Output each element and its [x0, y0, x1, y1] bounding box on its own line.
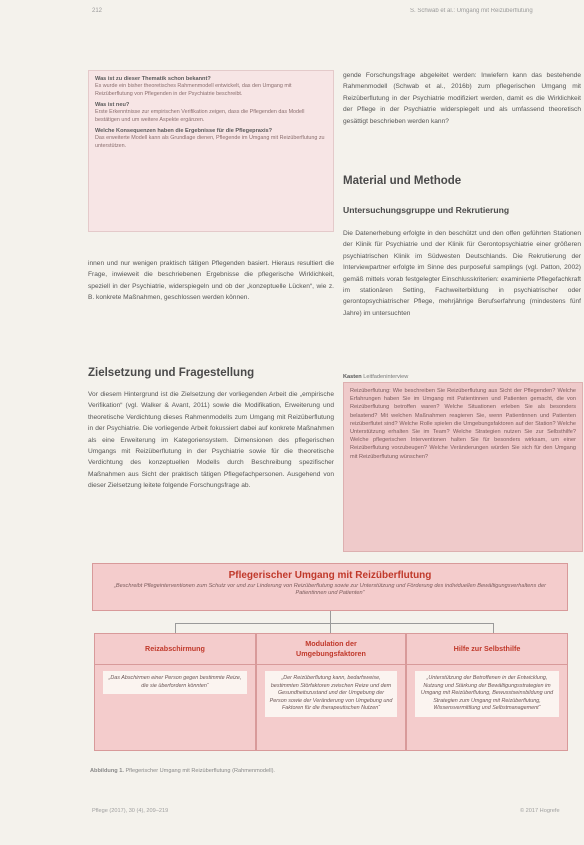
subheading-rekrutierung: Untersuchungsgruppe und Rekrutierung — [343, 205, 510, 215]
figure-box-selbsthilfe — [406, 633, 568, 751]
connector-right — [493, 623, 494, 633]
figure-main-box — [92, 563, 568, 611]
answer-1: Es wurde ein bisher theoretisches Rahmenmodell entwickelt, das den Umgang mit Reizüberflutung von Pflegenden in der Psychiatrie beschreibt. — [95, 83, 292, 97]
box-label — [343, 372, 583, 382]
connector-middle — [330, 623, 331, 633]
box-description: „Unterstützung der Betroffenen in der Entwicklung, Nutzung und Stärkung der Bewältigungsstrategien im Umgang mit Reizüberflutung, Bewusstseinsbildung und Strategien zum Umgang mit Reizüberflutung, Wissensvermittlung und Selbstmanagement“ — [415, 671, 559, 717]
box-description: „Das Abschirmen einer Person gegen bestimmte Reize, die sie überfordern könnten“ — [103, 671, 247, 694]
question-1: Was ist zu dieser Thematik schon bekannt? — [95, 76, 211, 82]
right-column-paragraph-2: Die Datenerhebung erfolgte in den beschützt und den offen geführten Stationen der Klinik für Psychiatrie und der Klinik für Gerontopsychiatrie einer größeren psychiatrischen Klinik im Südwesten Deutschlands. Die Rekrutierung der Interviewpartner erfolgte im Sinne des purposeful samplings (vgl. Patton, 2002) gemäß mittels vorab festgelegter Einschlusskriterien: examinierte Pflegefachkraft im stationären Setting, Fachweiterbildung in psychiatrischer oder gerontopsychiatrischer Pflege, mehrjährige Berufserfahrung (mindestens fünf Jahre) im untersuchten — [343, 230, 581, 317]
heading-material-methode: Material und Methode — [343, 175, 462, 187]
figure-framework — [80, 563, 584, 763]
question-2: Was ist neu? — [95, 102, 130, 109]
caption-text: Pflegerischer Umgang mit Reizüberflutung (Rahmenmodell). — [125, 768, 275, 774]
figure-main-description: „Beschreibt Pflegeinterventionen zum Schutz vor und zur Linderung von Reizüberflutung sowie zur Unterstützung und Förderung des individuellen Bewältigungsverhaltens der Patientinnen und Patienten“ — [114, 583, 546, 597]
answer-2: Erste Erkenntnisse zur empirischen Verifikation zeigen, dass die Pflegenden das Modell bestätigen und um weitere Aspekte ergänzen. — [95, 109, 305, 123]
key-points-box — [88, 70, 334, 232]
figure-box-modulation — [256, 633, 406, 751]
running-head: S. Schwab et al.: Umgang mit Reizüberflutung — [410, 8, 533, 14]
right-column-paragraph-1: gende Forschungsfrage abgeleitet werden: Inwiefern kann das bestehende Rahmenmodell (Schwab et al., 2016b) zum pflegerischen Umgang mit Reizüberflutung in der Psychiatrie modifiziert werden, damit es die Wirklichkeit der Pflege in der Psychiatrie widerspiegelt und als umfassend theoretisch gesättigt beschrieben werden kann? — [343, 72, 581, 125]
figure-main-title: Pflegerischer Umgang mit Reizüberflutung — [228, 570, 432, 581]
box-title: Hilfe zur Selbsthilfe — [407, 634, 567, 665]
answer-3: Das erweiterte Modell kann als Grundlage dienen, Pflegende im Umgang mit Reizüberflutung zu unterstützen. — [95, 135, 325, 149]
left-column-paragraph-1: innen und nur wenigen praktisch tätigen Pflegenden basiert. Hieraus resultiert die Frage, inwieweit die beschriebenen Ergebnisse die pflegerische Wirklichkeit, speziell in der Psychiatrie, widerspiegeln und ob der „konzeptuelle Lücken“, wie z. B. konkrete Maßnahmen, geschlossen werden können. — [88, 260, 334, 302]
figure-caption — [90, 768, 275, 774]
box-title: Modulation der Umgebungsfaktoren — [257, 634, 405, 665]
page-header — [0, 4, 584, 20]
footer-left: Pflege (2017), 30 (4), 209–219 — [92, 808, 169, 814]
figure-box-reizabschirmung — [94, 633, 256, 751]
left-column-paragraph-2: Vor diesem Hintergrund ist die Zielsetzung der vorliegenden Arbeit die „empirische Verifikation“ (vgl. Walker & Avant, 2011) sowie die Modifikation, Erweiterung und theoretische Verdichtung dieses Rahmenmodells zum Umgang mit Reizüberflutung in der Psychiatrie. Die vorliegende Arbeit fokussiert dabei auf konkrete Maßnahmen als eine Erweiterung im Kategoriensystem. Dimensionen des pflegerischen Umgangs mit Reizüberflutung in der Psychiatrie sowie für die theoretische Verdichtung des konzeptuellen Modells durch Beschreibung spezifischer Maßnahmen aus Sicht der praktisch tätigen Pflegefachpersonen. Ausgehend von dieser Zielsetzung leitete folgende Forschungsfrage ab. — [88, 391, 334, 490]
box-label-prefix: Kasten — [343, 374, 362, 380]
caption-label: Abbildung 1. — [90, 768, 124, 774]
connector-horizontal — [175, 623, 493, 624]
page-number: 212 — [92, 8, 103, 14]
interview-guide-box — [343, 372, 583, 558]
footer-right: © 2017 Hogrefe — [520, 808, 560, 814]
box-title: Reizabschirmung — [95, 634, 255, 665]
box-label-title: Leitfadeninterview — [363, 374, 409, 380]
heading-zielsetzung: Zielsetzung und Fragestellung — [88, 367, 255, 379]
connector-vertical-main — [330, 611, 331, 623]
box-body: Reizüberflutung: Wie beschreiben Sie Reizüberflutung aus Sicht der Pflegenden? Welche Erfahrungen haben Sie im Umgang mit Patientinnen und Patienten gemacht, die von Reizüberflutung betroffen waren? Welche Situationen erleben Sie als besonders belastend? Mit welchen Maßnahmen reagieren Sie, wenn Patientinnen und Patienten reizüberflutet sind? Welche Rolle spielen die Umgebungsfaktoren auf der Station? Welche Unterstützung erhalten Sie im Team? Welche Strategien nutzen Sie zur Selbsthilfe? Welche pflegerischen Interventionen halten Sie für besonders wirksam, um einer Reizüberflutung vorzubeugen? Welche Veränderungen würden Sie sich für den Umgang mit Reizüberflutung wünschen? — [343, 382, 583, 552]
box-description: „Der Reizüberflutung kann, bedarfsweise, bestimmten Störfaktoren zwischen Reize und dem Gesundheitszustand und der Umgebung der Person sowie der Veränderung von Umgebung und Faktoren für die therapeutischen Nutzen“ — [265, 671, 397, 717]
question-3: Welche Konsequenzen haben die Ergebnisse für die Pflegepraxis? — [95, 128, 273, 135]
connector-left — [175, 623, 176, 633]
